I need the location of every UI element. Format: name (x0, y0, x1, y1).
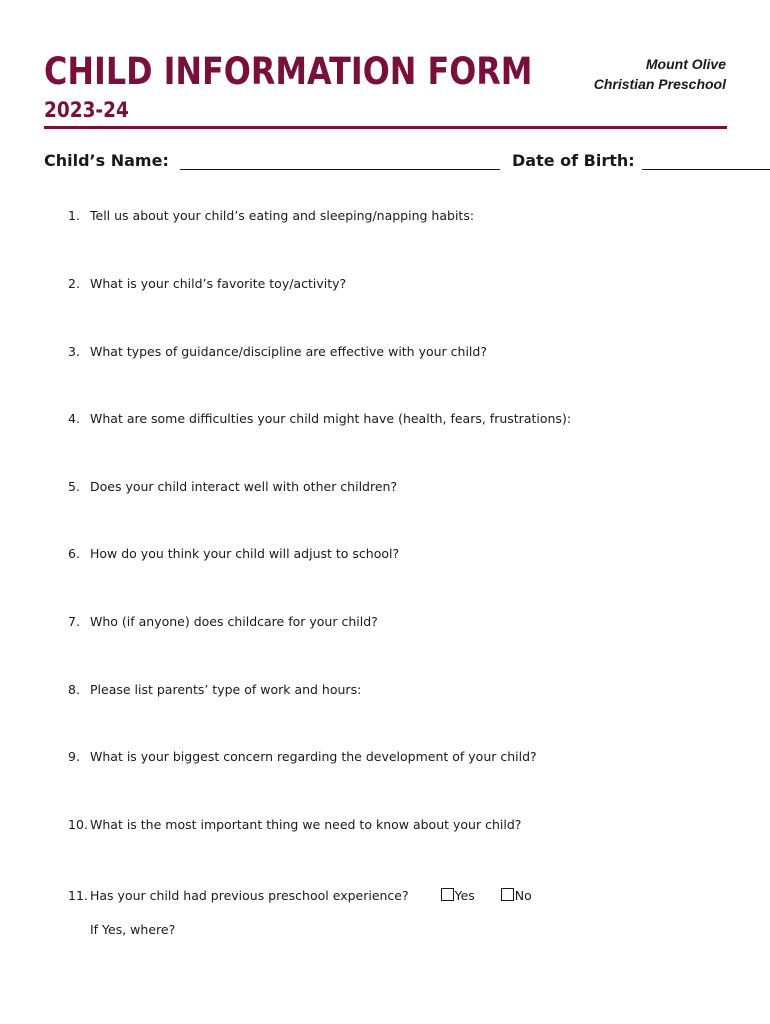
question-8 (68, 682, 361, 697)
yes-checkbox[interactable] (441, 888, 454, 901)
question-number: 7. (68, 614, 80, 629)
question-text: Tell us about your child’s eating and sleeping/napping habits: (90, 208, 475, 223)
question-11 (68, 888, 532, 903)
question-number: 2. (68, 276, 80, 291)
no-label: No (514, 888, 532, 903)
question-1 (68, 208, 474, 223)
question-10 (68, 817, 521, 832)
question-4 (68, 411, 571, 426)
question-number: 6. (68, 546, 80, 561)
question-text: Who (if anyone) does childcare for your child? (90, 614, 378, 629)
question-number: 3. (68, 344, 80, 359)
school-name-line1: Mount Olive (645, 56, 726, 72)
question-text: Please list parents’ type of work and hours: (90, 682, 362, 697)
question-number: 1. (68, 208, 80, 223)
question-number: 8. (68, 682, 80, 697)
question-2 (68, 276, 346, 291)
question-text: Has your child had previous preschool experience? (90, 888, 409, 903)
school-year: 2023-24 (44, 98, 129, 122)
question-number: 5. (68, 479, 80, 494)
question-text: How do you think your child will adjust to school? (90, 546, 400, 561)
header-divider (44, 126, 727, 129)
school-name (594, 54, 726, 94)
question-number: 4. (68, 411, 80, 426)
dob-label: Date of Birth: (512, 151, 635, 170)
previous-preschool-followup: If Yes, where? (90, 922, 176, 937)
question-number: 11. (68, 888, 88, 903)
question-6 (68, 546, 399, 561)
question-text: What are some difficulties your child might have (health, fears, frustrations): (90, 411, 572, 426)
question-9 (68, 749, 537, 764)
child-name-label: Child’s Name: (44, 151, 169, 170)
question-text: What is the most important thing we need to know about your child? (90, 817, 522, 832)
school-name-line2: Christian Preschool (593, 76, 726, 92)
question-5 (68, 479, 397, 494)
child-name-field[interactable] (180, 151, 500, 170)
question-3 (68, 344, 487, 359)
no-checkbox[interactable] (501, 888, 514, 901)
dob-field[interactable] (642, 151, 770, 170)
name-dob-row (44, 151, 734, 170)
question-text: Does your child interact well with other children? (90, 479, 398, 494)
question-7 (68, 614, 378, 629)
question-text: What is your child’s favorite toy/activity? (90, 276, 347, 291)
yes-label: Yes (454, 888, 475, 903)
question-text: What types of guidance/discipline are effective with your child? (90, 344, 487, 359)
question-text: What is your biggest concern regarding the development of your child? (90, 749, 537, 764)
form-title: CHILD INFORMATION FORM (44, 50, 533, 93)
question-number: 9. (68, 749, 80, 764)
question-number: 10. (68, 817, 88, 832)
